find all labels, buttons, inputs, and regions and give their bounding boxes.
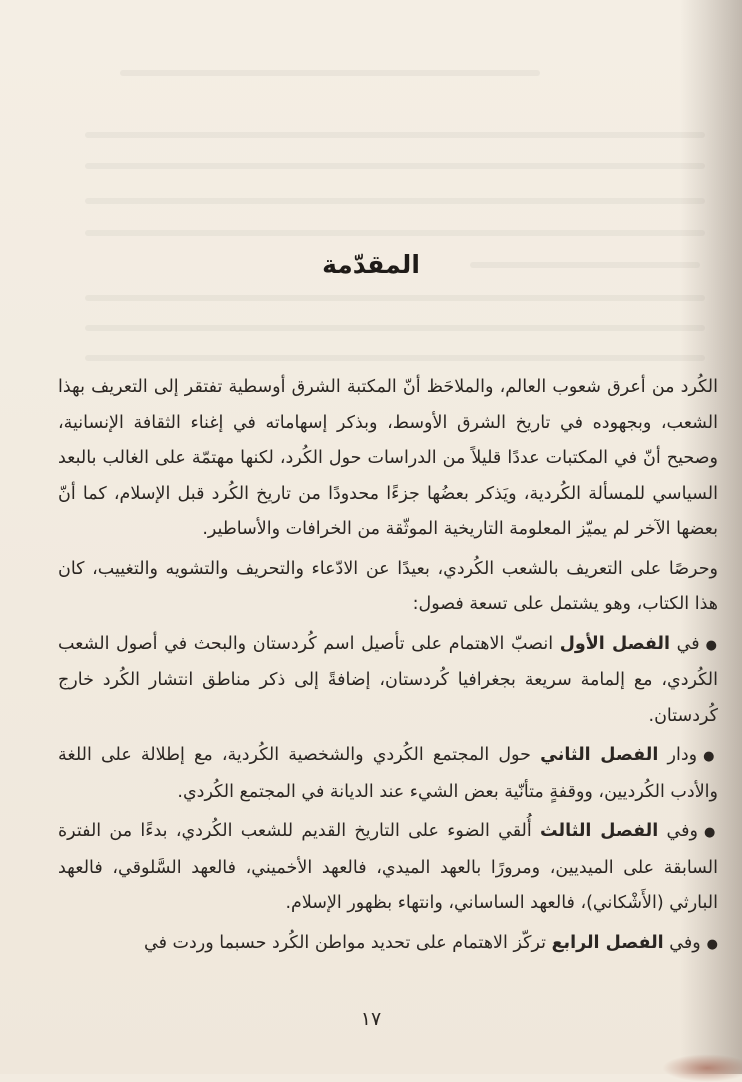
chapter-name: الفصل الثاني xyxy=(540,745,659,765)
bleed-through-line xyxy=(85,355,705,361)
bleed-through-line xyxy=(85,198,705,204)
bleed-through-line xyxy=(85,163,705,169)
bullet-text: انصبّ الاهتمام على تأصيل اسم كُردستان والبحث في أصول الشعب الكُردي، مع إلمامة سريعة بجغرافيا كُردستان، إضافةً إلى ذكر مناطق انتشار الكُرد خارج كُردستان. xyxy=(58,633,718,726)
bullet-prefix: في xyxy=(676,633,700,654)
paragraph: الكُرد من أعرق شعوب العالم، والملاحَظ أنّ المكتبة الشرق أوسطية تفتقر إلى التعريف بهذا الشعب، وبجهوده في تاريخ الشرق الأوسط، وبذكر إسهاماته في إغناء الثقافة الإنسانية، وصحيح أنّ في المكتبات عددًا قليلاً من الدراسات حول الكُرد، لكنها مهتمّة على الغالب بالبعد السياسي للمسألة الكُردية، ويَذكر بعضُها جزءًا محدودًا من تاريخ الكُرد قبل الإسلام، كما أنّ بعضها الآخر لم يميّز المعلومة التاريخية الموثّقة من الخرافات والأساطير. xyxy=(58,377,718,539)
chapter-name: الفصل الأول xyxy=(559,633,670,654)
bullet-dot-icon: ● xyxy=(703,749,718,764)
bullet-dot-icon: ● xyxy=(706,936,718,952)
bullet-dot-icon: ● xyxy=(703,825,718,840)
bullet-text: أُلقي الضوء على التاريخ القديم للشعب الكُردي، بدءًا من الفترة السابقة على الميديين، ومرورًا بالعهد الميدي، فالعهد الأخميني، فالعهد السَّلوقي، فالعهد البارثي (الأَشْكاني)، فالعهد الساساني، وانتهاء بظهور الإسلام. xyxy=(58,821,718,913)
bleed-through-line xyxy=(85,295,705,301)
bleed-through-line xyxy=(85,132,705,138)
chapter-name: الفصل الثالث xyxy=(540,821,659,841)
chapter-name: الفصل الرابع xyxy=(551,932,664,953)
bleed-through-line xyxy=(85,230,705,236)
corner-stain xyxy=(662,1054,742,1082)
paragraph: وحرصًا على التعريف بالشعب الكُردي، بعيدًا عن الادّعاء والتحريف والتشويه والتغييب، كان هذا الكتاب، وهو يشتمل على تسعة فصول: xyxy=(58,558,718,614)
body-text xyxy=(58,370,718,966)
bleed-through-line xyxy=(85,325,705,331)
bleed-through-line xyxy=(120,70,540,76)
bullet-text: حول المجتمع الكُردي والشخصية الكُردية، مع إطلالة على اللغة والأدب الكُرديين، ووقفةٍ متأنّية بعض الشيء عند الديانة في المجتمع الكُردي. xyxy=(58,745,718,802)
page-number: ١٧ xyxy=(360,1008,382,1030)
bullet-text: تركّز الاهتمام على تحديد مواطن الكُرد حسبما وردت في xyxy=(143,932,546,953)
chapter-bullet xyxy=(58,738,718,810)
bullet-prefix: وفي xyxy=(669,932,701,953)
chapter-bullet xyxy=(58,926,718,963)
page-title: المقدّمة xyxy=(322,250,420,279)
chapter-bullet xyxy=(58,627,718,735)
chapter-bullet xyxy=(58,814,718,922)
bullet-dot-icon: ● xyxy=(705,637,718,653)
bullet-prefix: وفي xyxy=(666,821,698,841)
bullet-prefix: ودار xyxy=(667,745,698,765)
